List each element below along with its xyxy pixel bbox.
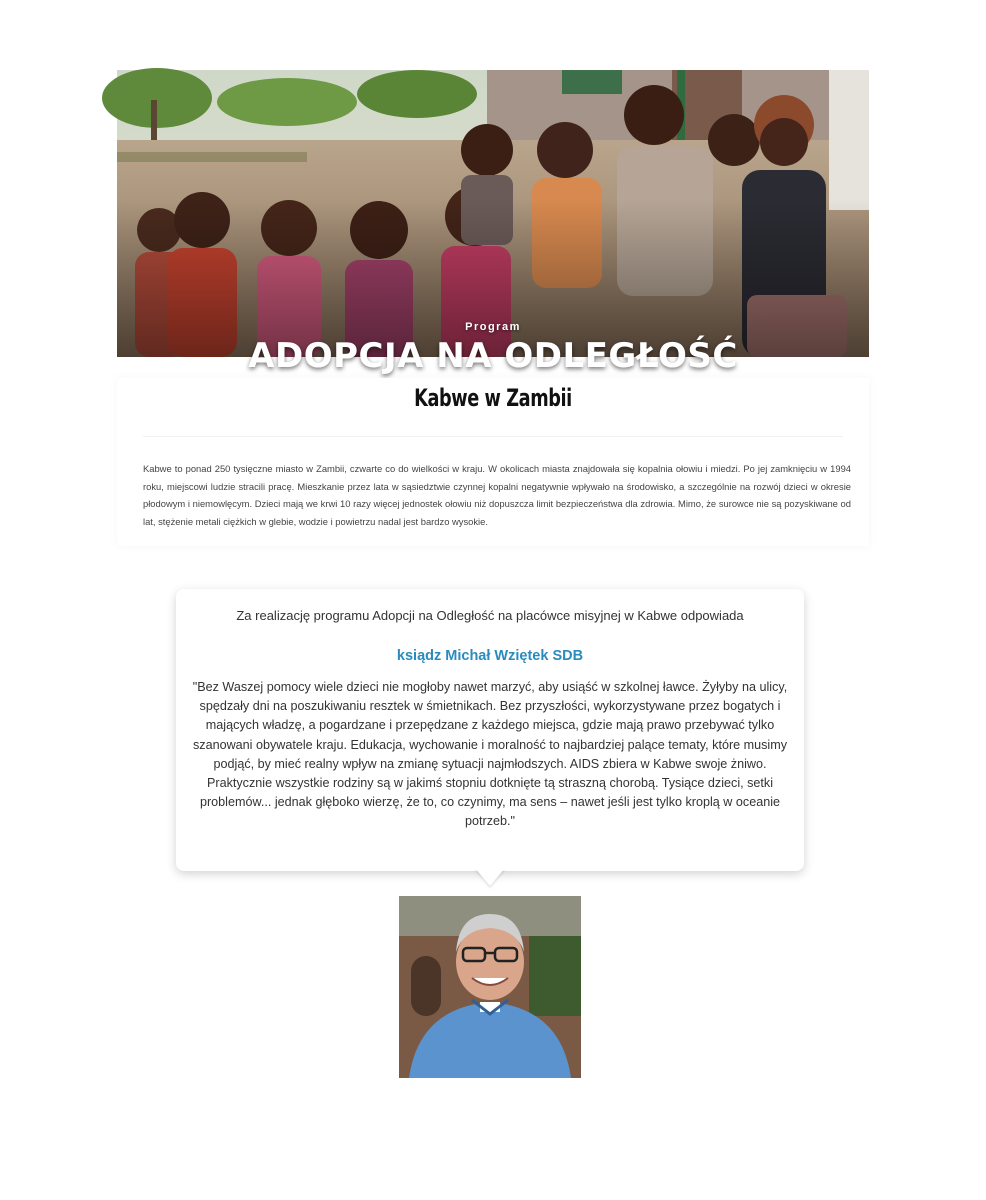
hero-banner [117, 70, 869, 376]
intro-paragraph: Kabwe to ponad 250 tysięczne miasto w Zambii, czwarte co do wielkości w kraju. W okolicach miasta znajdowała się kopalnia ołowiu i miedzi. Po jej zamknięciu w 1994 roku, miejscowi ludzie stracili pracę. Mieszkanie przez lata w sąsiedztwie czynnej kopalni negatywnie wpływało na środowisko, a szczególnie na rozwój dzieci w okresie płodowym i niemowlęcym. Dzieci mają we krwi 10 razy więcej jednostek ołowiu niż dopuszcza limit bezpieczeństwa dla zdrowia. Mimo, że surowce nie są pozyskiwane od lat, stężenie metali ciężkich w glebie, wodzie i powietrzu nadal jest bardzo wysokie. [143, 463, 851, 527]
hero-kicker: Program [465, 321, 521, 333]
hero-title: ADOPCJA NA ODLEGŁOŚĆ [248, 336, 738, 376]
quote-card-pointer [475, 868, 505, 886]
section-heading: Kabwe w Zambii [414, 384, 572, 412]
divider [143, 436, 843, 437]
priest-photo [399, 896, 581, 1078]
priest-name: ksiądz Michał Wziętek SDB [396, 648, 584, 664]
quote-text: "Bez Waszej pomocy wiele dzieci nie mogłoby nawet marzyć, aby usiąść w szkolnej ławce. Żyłyby na ulicy, spędzały dni na poszukiwaniu resztek w śmietnikach. Bez przyszłości, wykorzystywane przez bogatych i mających władzę, a pogardzane i przepędzane z każdego miejsca, gdzie mają prawo przebywać tylko szanowani obywatele kraju. Edukacja, wychowanie i moralność to najbardziej palące tematy, które musimy podjąć, by mieć realny wpływ na zmianę sytuacji najmłodszych. AIDS zbiera w Kabwe swoje żniwo. Praktycznie wszystkie rodziny są w jakimś stopniu dotknięte tą straszną chorobą. Tysiące dzieci, setki problemów... jednak głęboko wierzę, że to, co czynimy, ma sens – nawet jeśli jest tylko kroplą w oceanie potrzeb." [192, 680, 788, 829]
intro-section [117, 378, 869, 546]
avatar [399, 896, 581, 1078]
quote-card-intro: Za realizację programu Adopcji na Odległość na placówce misyjnej w Kabwe odpowiada [236, 608, 744, 623]
quote-card [176, 589, 804, 871]
